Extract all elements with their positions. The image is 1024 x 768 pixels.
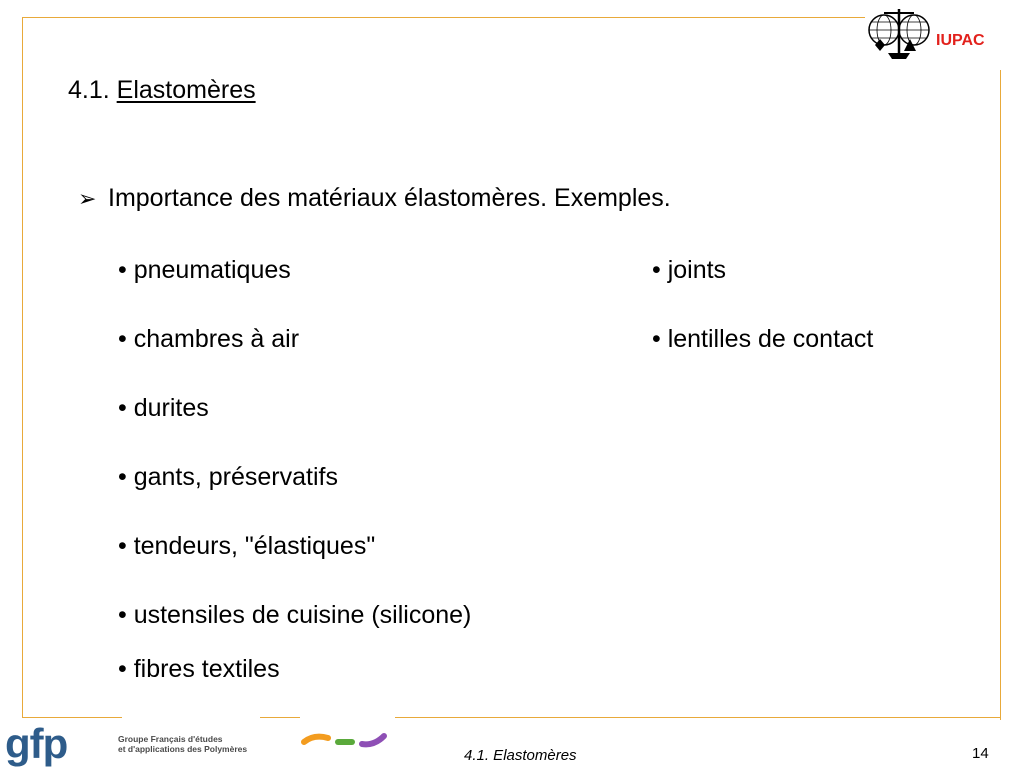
title-text: Elastomères <box>116 76 256 104</box>
frame-right <box>1000 70 1001 720</box>
page-number: 14 <box>972 745 989 762</box>
footer-title: 4.1. Elastomères <box>464 747 577 764</box>
list-item: • pneumatiques <box>118 256 291 284</box>
list-item: • tendeurs, "élastiques" <box>118 532 376 560</box>
main-point <box>78 184 671 213</box>
frame-bottom <box>260 717 300 718</box>
gfp-subtitle-line: Groupe Français d'études <box>118 734 223 744</box>
gfp-subtitle-line: et d'applications des Polymères <box>118 744 248 754</box>
frame-bottom <box>395 717 1001 718</box>
list-item: • durites <box>118 394 209 422</box>
frame-left <box>22 17 23 718</box>
iupac-globe-scales-icon <box>866 5 938 63</box>
list-item: • ustensiles de cuisine (silicone) <box>118 601 472 629</box>
list-item: • gants, préservatifs <box>118 463 338 491</box>
section-number: 4.1. <box>68 76 110 104</box>
gfp-decoration-icon <box>300 726 390 752</box>
list-item: • joints <box>652 256 727 284</box>
slide-title <box>68 76 256 105</box>
gfp-logo: gfp <box>5 720 68 767</box>
arrow-bullet-icon: ➢ <box>78 186 97 211</box>
main-point-text: Importance des matériaux élastomères. Exemples. <box>108 184 671 212</box>
gfp-subtitle <box>118 734 247 754</box>
list-item: • fibres textiles <box>118 655 280 683</box>
iupac-label: IUPAC <box>936 32 985 49</box>
list-item: • chambres à air <box>118 325 300 353</box>
frame-bottom <box>22 717 122 718</box>
frame-top <box>22 17 865 18</box>
list-item: • lentilles de contact <box>652 325 874 353</box>
